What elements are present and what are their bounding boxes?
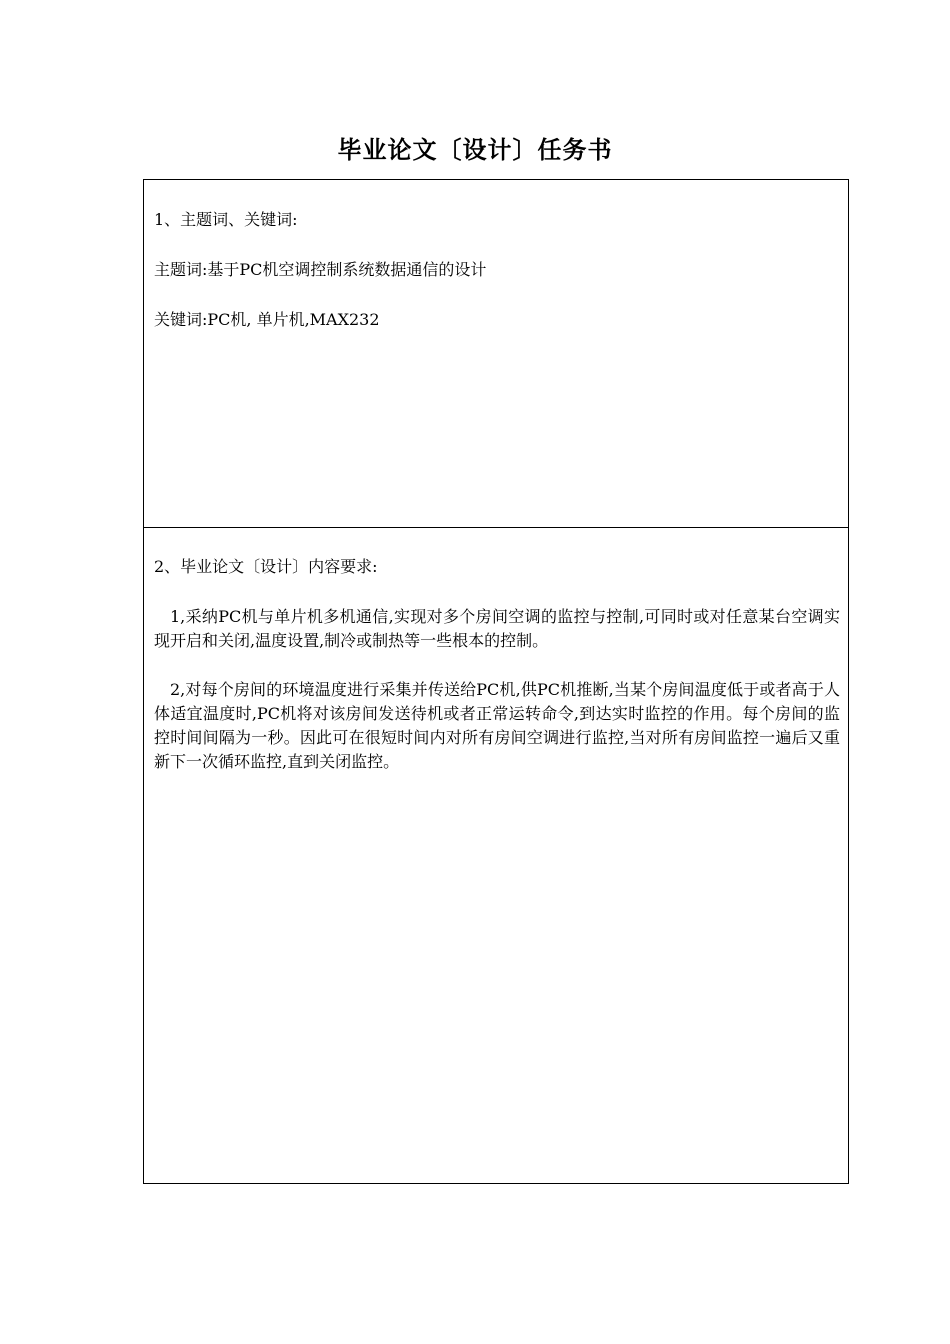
section-2-heading: 2、毕业论文〔设计〕内容要求:: [154, 557, 378, 576]
section-keywords: [144, 180, 848, 528]
task-form-table: [143, 179, 849, 1184]
requirement-paragraph-1: 1,采纳PC机与单片机多机通信,实现对多个房间空调的监控与控制,可同时或对任意某台空调实现开启和关闭,温度设置,制冷或制热等一些根本的控制。: [154, 607, 840, 650]
requirement-paragraph-2: 2,对每个房间的环境温度进行采集并传送给PC机,供PC机推断,当某个房间温度低于或者高于人体适宜温度时,PC机将对该房间发送待机或者正常运转命令,到达实时监控的作用。每个房间的监控时间间隔为一秒。因此可在很短时间内对所有房间空调进行监控,当对所有房间监控一遍后又重新下一次循环监控,直到关闭监控。: [154, 680, 840, 771]
theme-line: 主题词:基于PC机空调控制系统数据通信的设计: [154, 260, 487, 279]
keyword-line: 关键词:PC机, 单片机,MAX232: [154, 310, 380, 329]
document-title: 毕业论文〔设计〕任务书: [337, 136, 613, 164]
section-content-requirements: [144, 528, 848, 1183]
section-1-heading: 1、主题词、关键词:: [154, 210, 298, 229]
